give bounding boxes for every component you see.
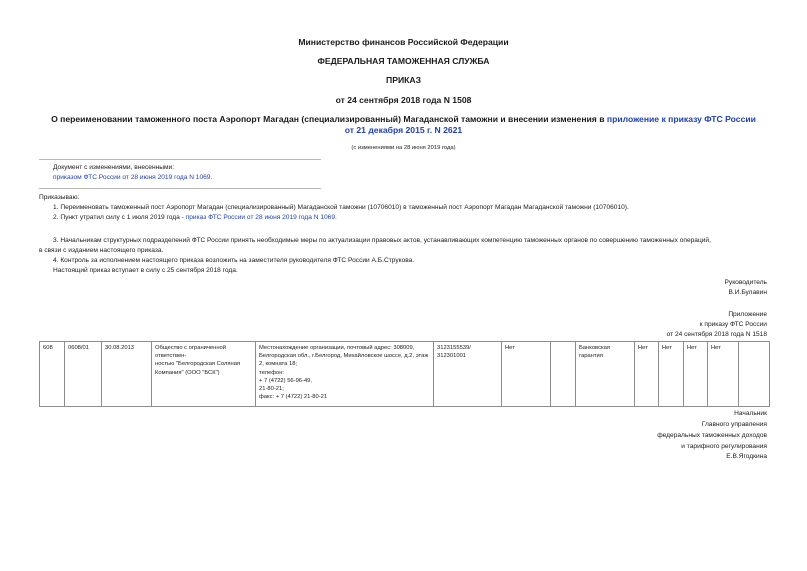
ministry-heading: Министерство финансов Российской Федерации <box>298 37 509 47</box>
item-1: 1. Переименовать таможенный пост Аэропорт Магадан (специализированный) Магаданской таможни (10706010) в таможенный пост Аэропорт Магадан Магаданской таможни (10706010). <box>53 204 629 211</box>
organization-line: ответствен- <box>155 353 187 360</box>
table-cell-empty <box>739 342 770 407</box>
table-cell-flag: Нет <box>659 342 684 407</box>
table-cell-empty <box>551 342 576 407</box>
address-line: Местонахождение организации, почтовый адрес: 308009, <box>259 345 415 351</box>
address-line: 2, комната 18; <box>259 361 298 368</box>
amendment-note: (с изменениями на 28 июня 2019 года) <box>351 145 456 151</box>
table-cell-inn-kpp <box>434 342 502 407</box>
amendments-link[interactable]: приказом ФТС России от 28 июня 2019 года N 1069 <box>53 174 211 181</box>
table-cell-flag: Нет <box>708 342 739 407</box>
guarantee-line: Банковская <box>579 345 610 351</box>
organization-line: Общество с ограниченной <box>155 345 227 351</box>
table-cell-flag: Нет <box>684 342 708 407</box>
item-4: 4. Контроль за исполнением настоящего приказа возложить на заместителя руководителя ФТС России А.Б.Струкова. <box>53 257 415 264</box>
table-cell-flag: Нет <box>635 342 659 407</box>
effective-date: Настоящий приказ вступает в силу с 25 сентября 2018 года. <box>53 267 238 274</box>
table-cell-date: 30.08.2013 <box>102 342 152 407</box>
signature-role: Руководитель <box>724 279 767 286</box>
kpp-line: 312301001 <box>437 353 467 360</box>
item-3-line-2: в связи с изданием настоящего приказа. <box>39 247 164 254</box>
footer-department: Главного управления <box>701 421 767 428</box>
document-title-text: О переименовании таможенного поста Аэропорт Магадан (специализированный) Магаданской таможни и внесении изменения в <box>51 114 607 124</box>
organization-line: Компания" (ООО "БСК") <box>155 369 220 376</box>
address-line: 21-80-21; <box>259 386 284 393</box>
item-2-link[interactable]: приказ ФТС России от 28 июня 2019 года N 1069 <box>185 214 336 221</box>
divider-bottom <box>39 188 321 189</box>
table-cell-guarantee <box>576 342 635 407</box>
amendments-label: Документ с изменениями, внесенными: <box>53 164 175 171</box>
signature-name: В.И.Булавин <box>728 289 767 296</box>
table-cell-number: 608 <box>40 342 65 407</box>
address-line: факс: + 7 (4722) 21-80-21 <box>259 394 328 401</box>
register-table <box>39 341 770 407</box>
table-cell-address <box>256 342 434 407</box>
address-line: Белгородская обл., г.Белгород, Михайловское шоссе, д.2, этаж <box>259 353 429 360</box>
appendix-date: от 24 сентября 2018 года N 1518 <box>666 331 767 338</box>
table-cell-flag: Нет <box>502 342 551 407</box>
organization-line: ностью "Белгородская Соляная <box>155 361 241 368</box>
item-2-text: 2. Пункт утратил силу с 1 июля 2019 года - <box>53 214 186 221</box>
appendix-label: Приложение <box>728 311 767 318</box>
title-link-appendix[interactable]: приложение к приказу ФТС России <box>606 114 756 124</box>
inn-line: 3123155539/ <box>437 345 471 351</box>
amendments-link-line <box>53 173 212 182</box>
table-row <box>40 342 770 407</box>
item-2 <box>53 213 337 222</box>
appendix-order-ref: к приказу ФТС России <box>699 321 767 328</box>
guarantee-line: гарантия <box>579 353 603 360</box>
doc-type-heading: ПРИКАЗ <box>386 75 421 85</box>
address-line: телефон: <box>259 369 285 376</box>
footer-department: федеральных таможенных доходов <box>657 432 767 439</box>
intro-text: Приказываю: <box>39 194 80 201</box>
address-line: + 7 (4722) 56-96-49, <box>259 377 313 384</box>
divider-top <box>39 159 321 160</box>
title-link-order-date[interactable]: от 21 декабря 2015 г. N 2621 <box>344 125 463 135</box>
footer-name: Е.В.Ягодкина <box>726 453 767 460</box>
amendments-suffix: . <box>210 174 213 181</box>
date-number-heading: от 24 сентября 2018 года N 1508 <box>335 95 472 105</box>
item-3-line-1: 3. Начальникам структурных подразделений ФТС России принять необходимые меры по актуализации правовых актов, устанавливающих компетенцию таможенных органов по совершению таможенных операций, <box>53 237 711 244</box>
service-heading: ФЕДЕРАЛЬНАЯ ТАМОЖЕННАЯ СЛУЖБА <box>317 56 490 66</box>
footer-role: Начальник <box>734 410 767 417</box>
table-cell-organization <box>152 342 256 407</box>
item-2-suffix: . <box>335 214 337 221</box>
footer-department: и тарифного регулирования <box>681 443 767 450</box>
document-title <box>30 114 777 136</box>
table-cell-code: 0608/01 <box>65 342 102 407</box>
